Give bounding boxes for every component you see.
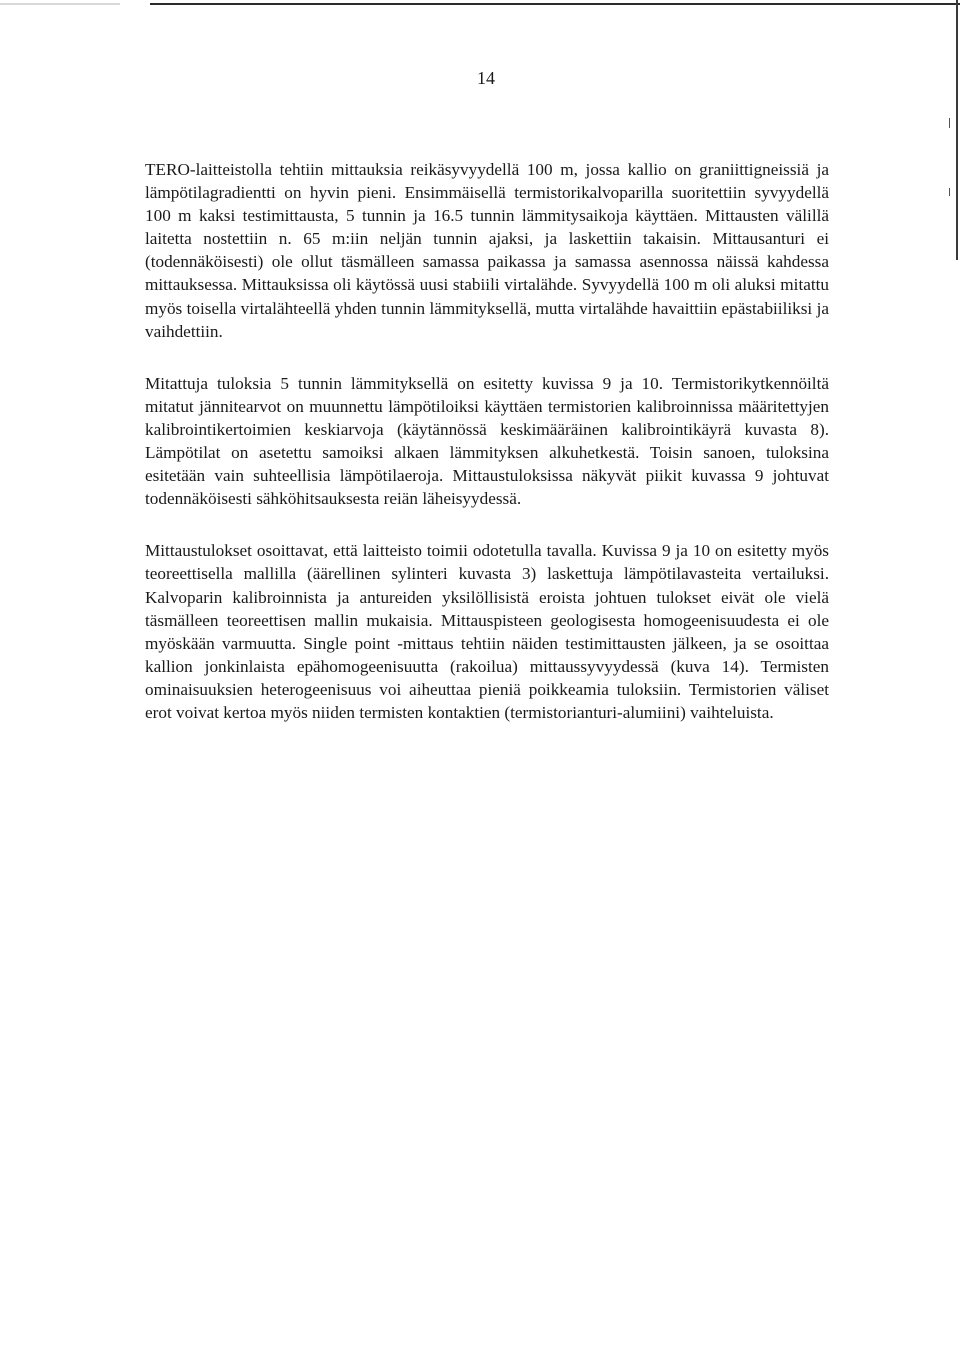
document-body — [145, 158, 829, 724]
page-number: 14 — [477, 68, 495, 88]
scan-edge-top-left — [0, 3, 120, 5]
scan-mark — [949, 188, 950, 196]
scan-edge-top — [150, 3, 960, 5]
paragraph: TERO-laitteistolla tehtiin mittauksia reikäsyvyydellä 100 m, jossa kallio on graniittigneissiä ja lämpötilagradientti on hyvin pieni. Ensimmäisellä termistorikalvoparilla suoritettiin syvyydellä 100 m kaksi testimittausta, 5 tunnin ja 16.5 tunnin lämmitysaikoja käyttäen. Mittausten välillä laitetta nostettiin n. 65 m:iin neljän tunnin ajaksi, ja laskettiin takaisin. Mittausanturi ei (todennäköisesti) ole ollut täsmälleen samassa paikassa ja samassa asennossa näissä kahdessa mittauksessa. Mittauksissa oli käytössä uusi stabiili virtalähde. Syvyydellä 100 m oli aluksi mitattu myös toisella virtalähteellä yhden tunnin lämmityksellä, mutta virtalähde havaittiin epästabiiliksi ja vaihdettiin. — [145, 160, 829, 341]
scan-mark — [949, 118, 950, 128]
paragraph: Mittaustulokset osoittavat, että laitteisto toimii odotetulla tavalla. Kuvissa 9 ja 10 on esitetty myös teoreettisella mallilla (äärellinen sylinteri kuvasta 3) laskettuja lämpötilavasteita vertailuksi. Kalvoparin kalibroinnista ja antureiden yksilöllisistä eroista johtuen tulokset eivät ole vielä täsmälleen teoreettisen mallin mukaisia. Mittauspisteen geologisesta homogeenisuudesta ei ole myöskään varmuutta. Single point -mittaus tehtiin näiden testimittausten jälkeen, ja se osoittaa kallion jonkinlaista epähomogeenisuutta (rakoilua) mittaussyvyydessä (kuva 14). Termisten ominaisuuksien heterogeenisuus voi aiheuttaa pieniä poikkeamia tuloksiin. Termistorien väliset erot voivat kertoa myös niiden termisten kontaktien (termistorianturi-alumiini) vaihteluista. — [145, 541, 829, 722]
paragraph: Mitattuja tuloksia 5 tunnin lämmityksellä on esitetty kuvissa 9 ja 10. Termistorikytkennöiltä mitatut jännitearvot on muunnettu lämpötiloiksi käyttäen termistorien kalibroinnissa määritettyjen kalibrointikertoimien keskiarvoja (käytännössä keskimääräinen kalibrointikäyrä kuvasta 8). Lämpötilat on asetettu samoiksi alkaen lämmityksen alkuhetkestä. Toisin sanoen, tuloksina esitetään vain suhteellisia lämpötilaeroja. Mittaustuloksissa näkyvät piikit kuvassa 9 johtuvat todennäköisesti sähköhitsauksesta reiän läheisyydessä. — [145, 373, 829, 509]
scan-edge-right — [956, 0, 958, 260]
